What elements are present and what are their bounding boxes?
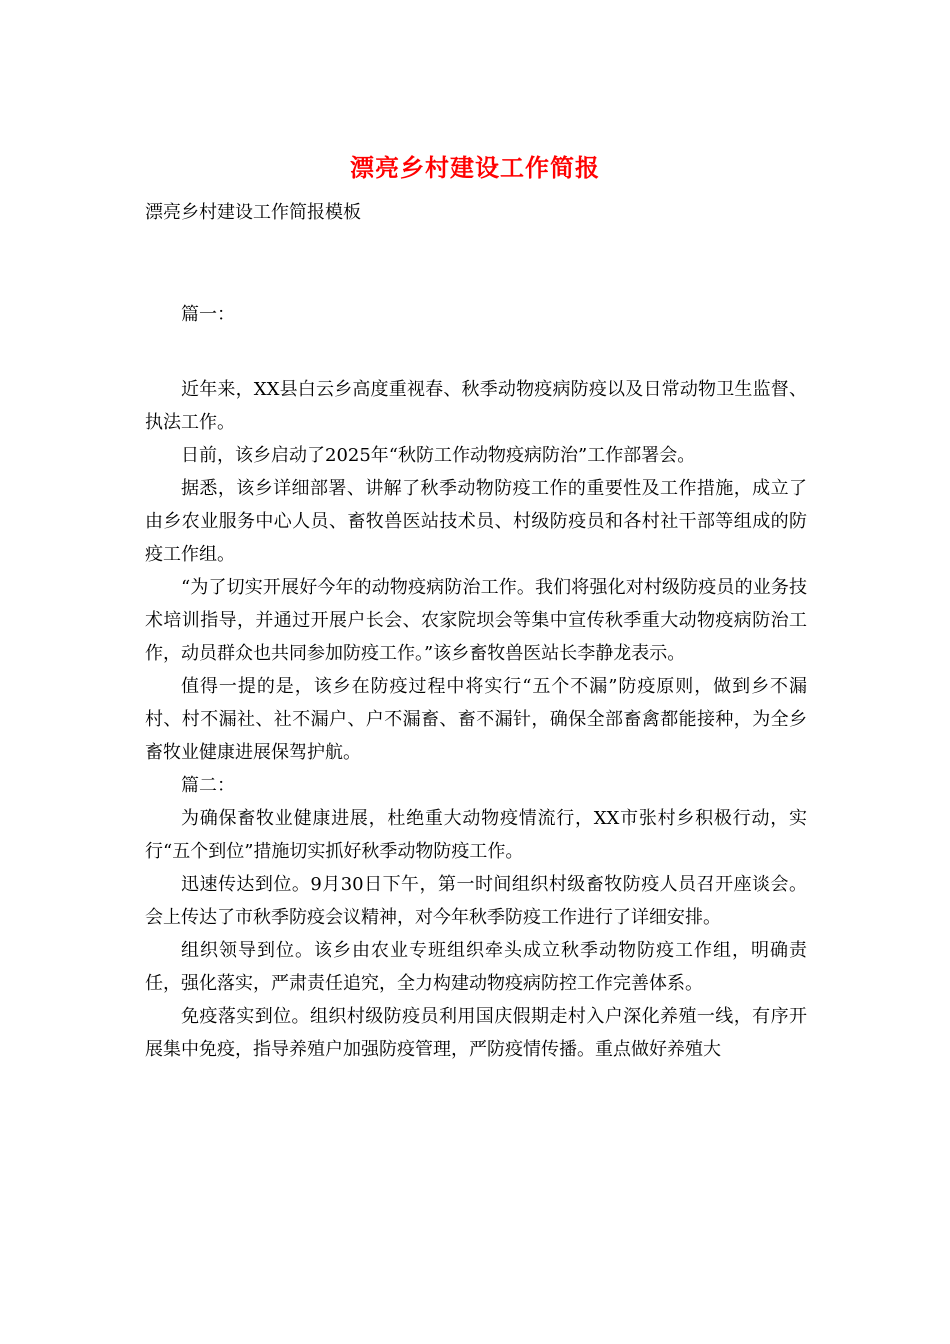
document-title: 漂亮乡村建设工作简报	[350, 153, 600, 182]
paragraph: 据悉，该乡详细部署、讲解了秋季动物防疫工作的重要性及工作措施，成立了由乡农业服务中心人员、畜牧兽医站技术员、村级防疫员和各村社干部等组成的防疫工作组。	[145, 478, 807, 565]
paragraph: 近年来，XX县白云乡高度重视春、秋季动物疫病防疫以及日常动物卫生监督、执法工作。	[145, 379, 807, 433]
document-subtitle: 漂亮乡村建设工作简报模板	[145, 202, 361, 223]
paragraph: 为确保畜牧业健康进展，杜绝重大动物疫情流行，XX市张村乡积极行动，实行“五个到位”措施切实抓好秋季动物防疫工作。	[145, 808, 807, 862]
section-heading-2: 篇二：	[181, 775, 235, 796]
paragraph: 迅速传达到位。9月30日下午，第一时间组织村级畜牧防疫人员召开座谈会。会上传达了市秋季防疫会议精神，对今年秋季防疫工作进行了详细安排。	[145, 874, 807, 928]
paragraph: “为了切实开展好今年的动物疫病防治工作。我们将强化对村级防疫员的业务技术培训指导，并通过开展户长会、农家院坝会等集中宣传秋季重大动物疫病防治工作，动员群众也共同参加防疫工作。”该乡畜牧兽医站长李静龙表示。	[145, 577, 807, 664]
paragraph: 免疫落实到位。组织村级防疫员利用国庆假期走村入户深化养殖一线，有序开展集中免疫，指导养殖户加强防疫管理，严防疫情传播。重点做好养殖大	[145, 1006, 807, 1060]
paragraph: 组织领导到位。该乡由农业专班组织牵头成立秋季动物防疫工作组，明确责任，强化落实，严肃责任追究，全力构建动物疫病防控工作完善体系。	[145, 940, 807, 994]
section-heading-1: 篇一：	[181, 304, 235, 325]
paragraph: 日前，该乡启动了2025年“秋防工作动物疫病防治”工作部署会。	[181, 445, 696, 466]
paragraph: 值得一提的是，该乡在防疫过程中将实行“五个不漏”防疫原则，做到乡不漏村、村不漏社、社不漏户、户不漏畜、畜不漏针，确保全部畜禽都能接种，为全乡畜牧业健康进展保驾护航。	[145, 676, 807, 763]
document-body	[145, 298, 807, 1066]
